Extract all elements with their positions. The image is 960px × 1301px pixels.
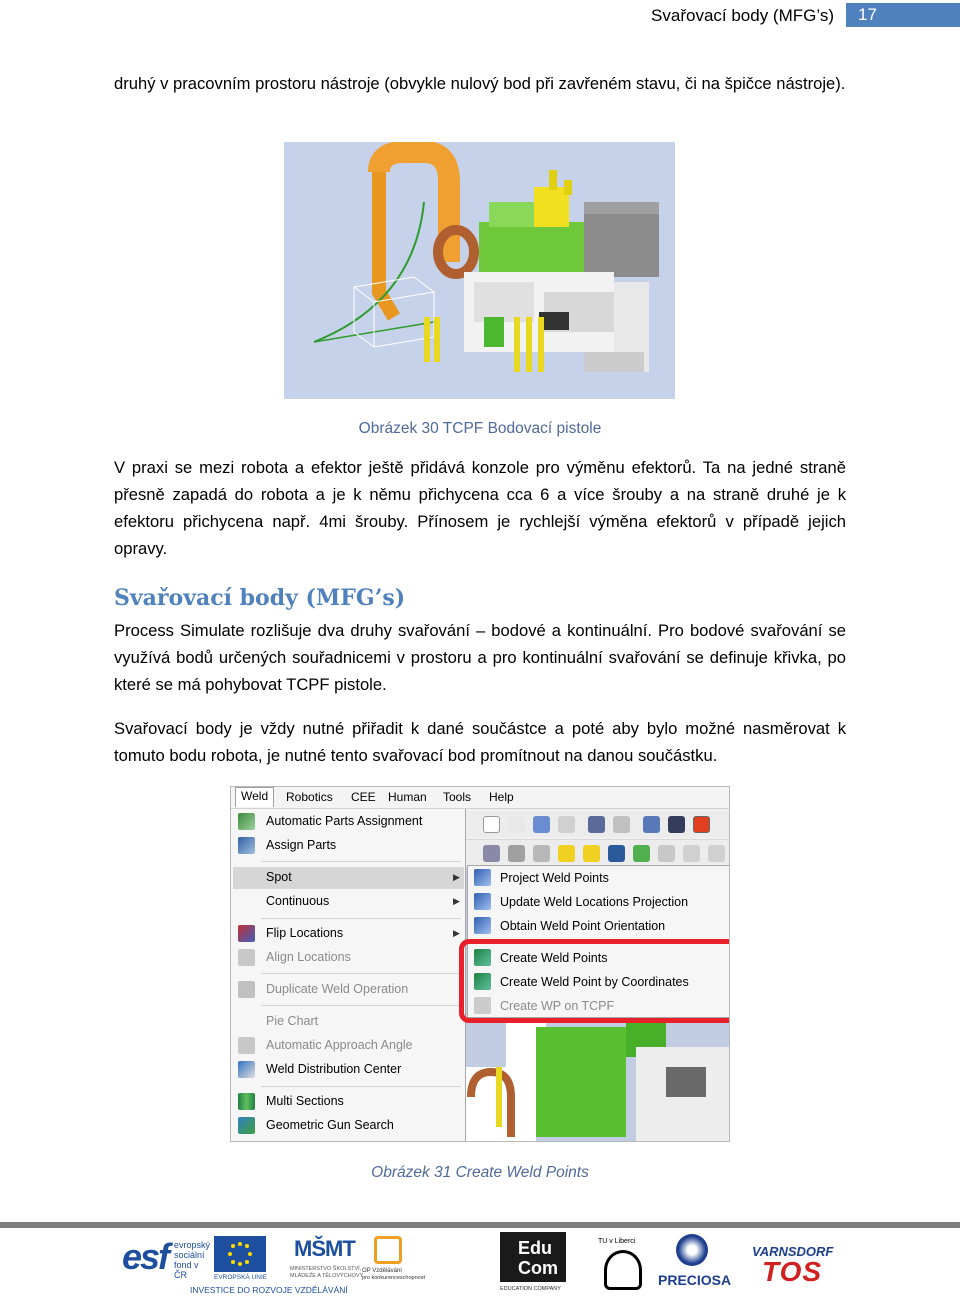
menu-item-create-wp-on-tcpf: Create WP on TCPF (500, 999, 615, 1013)
submenu-arrow-icon: ▶ (453, 872, 460, 882)
menu-separator (261, 1086, 461, 1087)
menu-item-automatic-parts-assignment[interactable]: Automatic Parts Assignment (266, 814, 423, 828)
parts-assign-icon (238, 813, 255, 830)
menu-separator (261, 973, 461, 974)
orientation-icon (474, 917, 491, 934)
move-icon[interactable] (508, 816, 525, 833)
sections-icon (238, 1093, 255, 1110)
paragraph-1: V praxi se mezi robota a efektor ještě přidává konzole pro výměnu efektorů. Ta na jedné straně přesně zapadá do robota a je k němu přichycena cca 6 a více šrouby a na straně druhé je k efektoru přichycena např. 4mi šrouby. Přínosem je rychlejší výměna efektorů v případě jejich opravy. (114, 458, 846, 558)
approach-icon (238, 1037, 255, 1054)
preciosa-logo: PRECIOSA (658, 1234, 728, 1294)
project-icon (474, 869, 491, 886)
menu-item-weld-distribution-center[interactable]: Weld Distribution Center (266, 1062, 402, 1076)
figure2-caption: Obrázek 31 Create Weld Points (371, 1164, 589, 1181)
menu-weld[interactable]: Weld (235, 787, 274, 807)
footer-rule (0, 1222, 960, 1228)
menu-item-geometric-gun-search[interactable]: Geometric Gun Search (266, 1118, 394, 1132)
menu-item-duplicate-weld-operation: Duplicate Weld Operation (266, 982, 409, 996)
assign-parts-icon (238, 837, 255, 854)
menu-bar (231, 787, 730, 809)
esf-logo: esf evropský sociální fond v ČR (122, 1236, 211, 1280)
group-icon[interactable] (533, 845, 550, 862)
educom-logo: Edu Com EDUCATION COMPANY (500, 1232, 570, 1292)
menu-item-automatic-approach-angle: Automatic Approach Angle (266, 1038, 413, 1052)
menu-item-project-weld-points[interactable]: Project Weld Points (500, 871, 609, 885)
zoom-icon[interactable] (533, 816, 550, 833)
menu-cee[interactable]: CEE (351, 790, 376, 804)
intro-paragraph: druhý v pracovním prostoru nástroje (obvykle nulový bod při zavřeném stavu, či na špičce nástroje). (114, 74, 846, 93)
paragraph-2: Process Simulate rozlišuje dva druhy svařování – bodové a kontinuální. Pro bodové svařování se využívá bodů určených souřadnicemi v prostoru a pro kontinuální svařování se definuje křivka, po které se má pohybovat TCPF pistole. (114, 621, 846, 694)
section-heading: Svařovací body (MFG’s) (114, 585, 406, 611)
weld-dropdown (231, 809, 466, 1142)
menu-item-flip-locations[interactable]: Flip Locations (266, 926, 344, 940)
update-icon (474, 893, 491, 910)
light-off-icon[interactable] (583, 845, 600, 862)
toolbar-row-2 (466, 839, 730, 865)
welding-gun-render (284, 142, 675, 399)
figure-icon[interactable] (708, 845, 725, 862)
paragraph-3: Svařovací body je vždy nutné přiřadit k dané součástce a poté aby bylo možné nasměrovat k tomuto bodu robota, je nutné tento svařovací bod promítnout na danou součástku. (114, 719, 846, 765)
submenu-arrow-icon: ▶ (453, 896, 460, 906)
menu-item-multi-sections[interactable]: Multi Sections (266, 1094, 344, 1108)
page-number: 17 (846, 3, 960, 27)
figure1-caption: Obrázek 30 TCPF Bodovací pistole (358, 420, 602, 437)
menu-separator (261, 861, 461, 862)
weld-menu-screenshot (230, 786, 730, 1142)
shade-icon[interactable] (633, 845, 650, 862)
tool-icon[interactable] (508, 845, 525, 862)
page-header (0, 0, 960, 32)
wire-icon[interactable] (658, 845, 675, 862)
menu-tools[interactable]: Tools (443, 790, 472, 804)
menu-human[interactable]: Human (388, 790, 427, 804)
gun-search-icon (238, 1117, 255, 1134)
menu-item-update-weld-locations-projection[interactable]: Update Weld Locations Projection (500, 895, 689, 909)
menu-item-align-locations: Align Locations (266, 950, 351, 964)
align-icon (238, 949, 255, 966)
highlight-box (459, 939, 730, 1023)
header-title: Svařovací body (MFG’s) (651, 6, 834, 25)
flip-icon (238, 925, 255, 942)
menu-item-create-weld-points[interactable]: Create Weld Points (500, 951, 608, 965)
refresh-icon[interactable] (558, 816, 575, 833)
stop-icon[interactable] (693, 816, 710, 833)
investice-label: INVESTICE DO ROZVOJE VZDĚLÁVÁNÍ (190, 1285, 348, 1295)
menu-separator (261, 1005, 461, 1006)
menu-separator (261, 918, 461, 919)
distribution-icon (238, 1061, 255, 1078)
tul-logo: TU v Liberci (598, 1238, 648, 1294)
text-icon[interactable] (608, 845, 625, 862)
eu-label: EVROPSKÁ UNIE (214, 1274, 268, 1281)
varnsdorf-logo: VARNSDORF TOS (752, 1244, 834, 1287)
zoom-out-icon[interactable] (613, 816, 630, 833)
magnify-icon[interactable] (588, 816, 605, 833)
menu-item-create-weld-point-by-coordinates[interactable]: Create Weld Point by Coordinates (500, 975, 689, 989)
target-icon[interactable] (643, 816, 660, 833)
camera-icon[interactable] (668, 816, 685, 833)
submenu-arrow-icon: ▶ (453, 928, 460, 938)
menu-item-spot[interactable]: Spot (266, 870, 292, 884)
body-icon[interactable] (683, 845, 700, 862)
menu-robotics[interactable]: Robotics (286, 790, 333, 804)
duplicate-icon (238, 981, 255, 998)
menu-help[interactable]: Help (489, 790, 514, 804)
menu-item-assign-parts[interactable]: Assign Parts (266, 838, 337, 852)
menu-item-continuous[interactable]: Continuous (266, 894, 330, 908)
select-arrow-icon[interactable] (483, 816, 500, 833)
eu-flag (214, 1236, 266, 1272)
light-icon[interactable] (558, 845, 575, 862)
menu-item-pie-chart: Pie Chart (266, 1014, 319, 1028)
toolbar-row-1 (466, 811, 730, 837)
menu-item-obtain-weld-point-orientation[interactable]: Obtain Weld Point Orientation (500, 919, 666, 933)
save-icon[interactable] (483, 845, 500, 862)
